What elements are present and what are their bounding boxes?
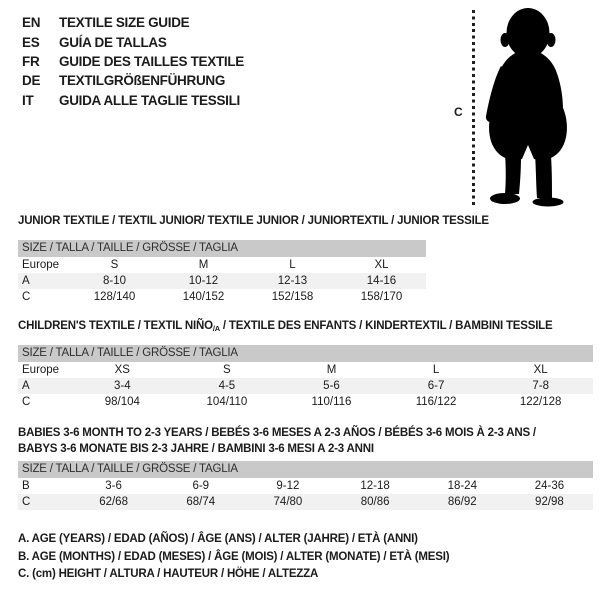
table-row: [18, 494, 593, 510]
table-cell: 6-7: [427, 379, 445, 392]
section-title-children: [18, 320, 552, 333]
table-body: [18, 362, 593, 411]
table-cell: 152/158: [271, 291, 314, 304]
section-title-subscript: /A: [212, 324, 220, 333]
row-label: C: [22, 396, 31, 409]
section-title-junior: JUNIOR TEXTILE / TEXTIL JUNIOR/ TEXTILE JUNIOR / JUNIORTEXTIL / JUNIOR TESSILE: [18, 215, 489, 227]
language-title: GUÍA DE TALLAS: [59, 34, 167, 50]
size-table-junior: [18, 240, 426, 305]
language-code: EN: [22, 15, 41, 31]
table-body: [18, 478, 593, 511]
language-title: GUIDA ALLE TAGLIE TESSILI: [59, 92, 240, 108]
size-table-header: SIZE / TALLA / TAILLE / GRÖSSE / TAGLIA: [18, 240, 426, 257]
height-measure-label: C: [454, 105, 463, 119]
table-cell: XL: [533, 363, 548, 376]
table-cell: 92/98: [535, 495, 564, 508]
table-row: [18, 394, 593, 410]
size-table-babies: [18, 461, 593, 510]
section-title-line: BABIES 3-6 MONTH TO 2-3 YEARS / BEBÉS 3-6 MESES A 2-3 AÑOS / BÉBÉS 3-6 MOIS À 2-3 ANS /: [18, 427, 536, 439]
row-label: C: [22, 291, 31, 304]
table-cell: M: [326, 363, 337, 376]
table-cell: S: [110, 258, 119, 271]
row-label: B: [22, 479, 30, 492]
language-title: TEXTILE SIZE GUIDE: [59, 15, 190, 31]
language-row: [22, 71, 244, 90]
table-cell: 74/80: [273, 495, 303, 508]
height-measure-dashed-line: [472, 10, 475, 206]
table-cell: 116/122: [415, 396, 457, 409]
table-cell: 3-4: [113, 379, 131, 392]
language-title: GUIDE DES TAILLES TEXTILE: [59, 53, 245, 69]
table-cell: 98/104: [104, 396, 140, 409]
language-title: TEXTILGRÖßENFÜHRUNG: [59, 73, 226, 89]
size-table-header: SIZE / TALLA / TAILLE / GRÖSSE / TAGLIA: [18, 345, 593, 362]
table-row: [18, 257, 426, 273]
table-cell: 80/86: [360, 495, 390, 508]
language-row: [22, 52, 244, 71]
table-cell: 158/170: [360, 291, 403, 304]
table-cell: 86/92: [447, 495, 477, 508]
language-code: FR: [22, 53, 40, 69]
size-table-header: SIZE / TALLA / TAILLE / GRÖSSE / TAGLIA: [18, 461, 593, 478]
table-cell: 18-24: [447, 479, 477, 492]
table-cell: XS: [114, 363, 130, 376]
legend-line-c: C. (cm) HEIGHT / ALTURA / HAUTEUR / HÖHE / ALTEZZA: [18, 568, 319, 581]
table-cell: 68/74: [186, 495, 216, 508]
table-cell: 14-16: [366, 274, 397, 287]
toddler-silhouette-icon: [481, 6, 575, 207]
row-label: A: [22, 379, 30, 392]
language-code: DE: [22, 73, 41, 89]
table-row: [18, 362, 593, 378]
row-label: C: [22, 495, 31, 508]
table-cell: L: [432, 363, 440, 376]
table-cell: 122/128: [519, 396, 562, 409]
legend-line-a: A. AGE (YEARS) / EDAD (AÑOS) / ÂGE (ANS) / ALTER (JAHRE) / ETÀ (ANNI): [18, 533, 418, 545]
section-title-babies: [18, 426, 578, 457]
table-cell: 62/68: [99, 495, 128, 508]
table-cell: 5-6: [323, 379, 340, 392]
language-row: [22, 91, 244, 110]
table-cell: 7-8: [532, 379, 549, 392]
table-cell: 140/152: [182, 291, 225, 304]
language-header: [22, 13, 244, 110]
table-cell: 4-5: [218, 379, 236, 392]
table-cell: 128/140: [93, 291, 136, 304]
table-cell: 9-12: [276, 479, 300, 492]
table-cell: 10-12: [188, 274, 219, 287]
table-cell: XL: [374, 258, 389, 271]
language-row: [22, 13, 244, 32]
table-row: [18, 478, 593, 494]
table-cell: 12-18: [360, 479, 390, 492]
language-row: [22, 32, 244, 51]
table-cell: L: [289, 258, 296, 271]
table-cell: 8-10: [102, 274, 127, 287]
section-title-line: BABYS 3-6 MONATE BIS 2-3 JAHRE / BAMBINI 3-6 MESI A 2-3 ANNI: [18, 442, 374, 455]
toddler-silhouette-image: [481, 6, 575, 207]
table-row: [18, 378, 593, 394]
table-cell: S: [223, 363, 231, 376]
section-title-text: CHILDREN'S TEXTILE / TEXTIL NIÑO: [18, 320, 213, 332]
table-row: [18, 289, 426, 305]
legend-line-b: B. AGE (MONTHS) / EDAD (MESES) / ÂGE (MOIS) / ALTER (MONATE) / ETÀ (MESI): [18, 550, 450, 563]
language-code: IT: [22, 92, 34, 108]
section-title-text: / TEXTILE DES ENFANTS / KINDERTEXTIL / BAMBINI TESSILE: [219, 320, 553, 332]
table-cell: 3-6: [105, 479, 122, 492]
table-cell: M: [198, 258, 209, 271]
row-label: A: [22, 274, 30, 287]
language-code: ES: [22, 34, 40, 50]
table-cell: 104/110: [206, 396, 248, 409]
table-cell: 110/116: [311, 396, 352, 409]
table-row: [18, 273, 426, 289]
table-cell: 6-9: [192, 479, 210, 492]
legend: [18, 531, 449, 584]
table-cell: 24-36: [534, 479, 565, 492]
row-label: Europe: [22, 363, 60, 376]
table-body: [18, 257, 426, 306]
table-cell: 12-13: [277, 274, 308, 287]
row-label: Europe: [22, 258, 60, 271]
size-table-children: [18, 345, 593, 410]
